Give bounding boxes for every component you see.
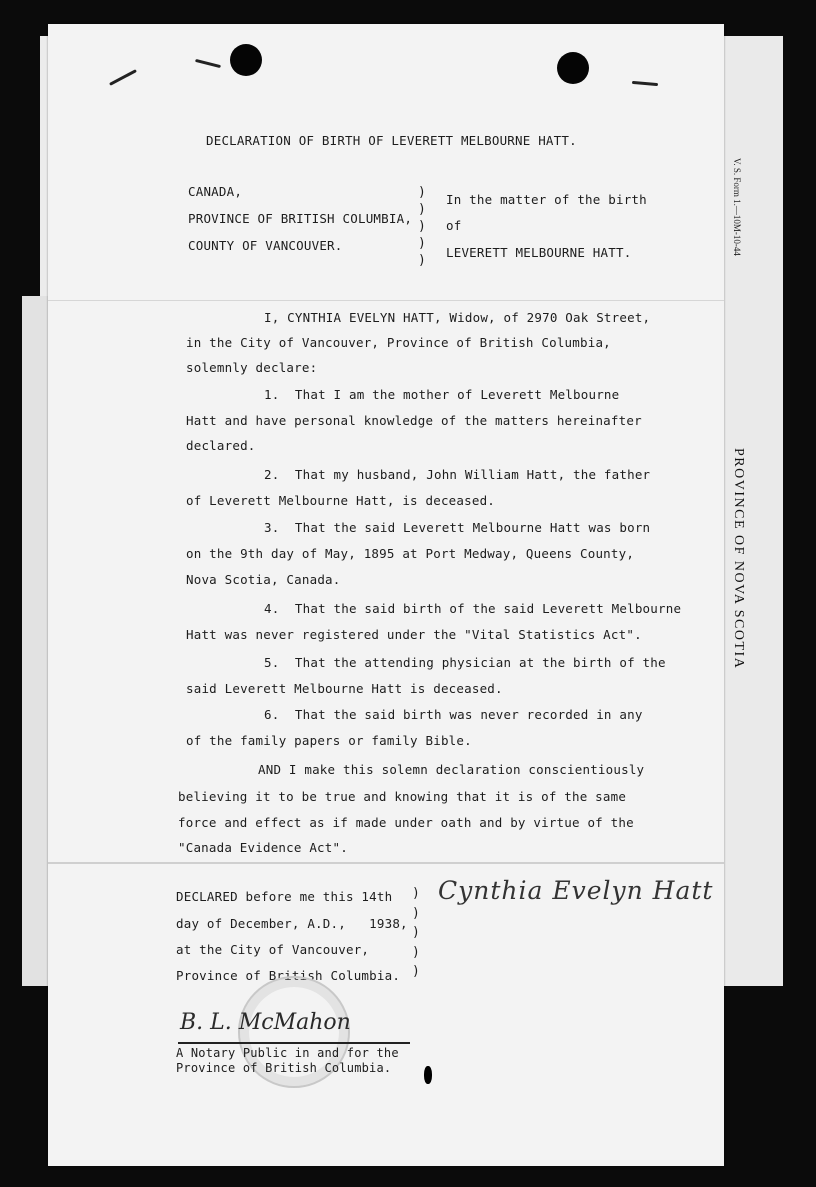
declarant-signature: Cynthia Evelyn Hatt	[438, 876, 714, 905]
body-line: of Leverett Melbourne Hatt, is deceased.	[186, 493, 496, 508]
body-line: on the 9th day of May, 1895 at Port Medway, Queens County,	[186, 546, 635, 561]
body-line: 4. That the said birth of the said Leverett Melbourne	[264, 601, 682, 616]
body-line: said Leverett Melbourne Hatt is deceased.	[186, 681, 503, 696]
matter-line: LEVERETT MELBOURNE HATT.	[446, 245, 632, 260]
body-line: 3. That the said Leverett Melbourne Hatt was born	[264, 520, 651, 535]
venue-line: PROVINCE OF BRITISH COLUMBIA,	[188, 211, 413, 226]
document-title: DECLARATION OF BIRTH OF LEVERETT MELBOURNE HATT.	[206, 133, 577, 148]
body-line: declared.	[186, 438, 256, 453]
jurat-line: at the City of Vancouver,	[176, 942, 370, 957]
body-line: "Canada Evidence Act".	[178, 840, 348, 855]
body-line: solemnly declare:	[186, 360, 318, 375]
fold-line	[48, 862, 724, 864]
body-line: Hatt and have personal knowledge of the matters hereinafter	[186, 413, 642, 428]
body-line: Hatt was never registered under the "Vital Statistics Act".	[186, 627, 642, 642]
body-line: 1. That I am the mother of Leverett Melbourne	[264, 387, 620, 402]
venue-line: COUNTY OF VANCOUVER.	[188, 238, 343, 253]
province-stamp: PROVINCE OF NOVA SCOTIA	[731, 448, 746, 670]
body-line: Nova Scotia, Canada.	[186, 572, 341, 587]
jurat-line: DECLARED before me this 14th	[176, 889, 393, 904]
notary-caption: A Notary Public in and for the	[176, 1046, 399, 1060]
venue-line: CANADA,	[188, 184, 243, 199]
body-line: force and effect as if made under oath and by virtue of the	[178, 815, 634, 830]
jurat-line: day of December, A.D., 1938,	[176, 916, 408, 931]
body-line: of the family papers or family Bible.	[186, 733, 472, 748]
punch-hole	[230, 44, 262, 76]
body-line: 2. That my husband, John William Hatt, the father	[264, 467, 651, 482]
body-line: AND I make this solemn declaration conscientiously	[258, 762, 645, 777]
matter-line: of	[446, 218, 462, 233]
fold-line	[48, 300, 724, 301]
form-number: V. S. Form 1.—10M-10-44	[732, 158, 742, 256]
matter-line: In the matter of the birth	[446, 192, 647, 207]
body-line: 6. That the said birth was never recorded in any	[264, 707, 643, 722]
body-line: 5. That the attending physician at the birth of the	[264, 655, 666, 670]
body-line: in the City of Vancouver, Province of British Columbia,	[186, 335, 611, 350]
ink-blot	[424, 1066, 432, 1084]
jurat-line: Province of British Columbia.	[176, 968, 401, 983]
bracket: ) ) ) ) )	[418, 185, 426, 268]
body-line: I, CYNTHIA EVELYN HATT, Widow, of 2970 Oak Street,	[264, 310, 651, 325]
signature-line	[178, 1042, 410, 1044]
body-line: believing it to be true and knowing that it is of the same	[178, 789, 627, 804]
bracket: ) ) ) ) )	[412, 886, 420, 979]
punch-hole	[557, 52, 589, 84]
notary-caption: Province of British Columbia.	[176, 1061, 392, 1075]
notary-signature: B. L. McMahon	[180, 1010, 351, 1035]
